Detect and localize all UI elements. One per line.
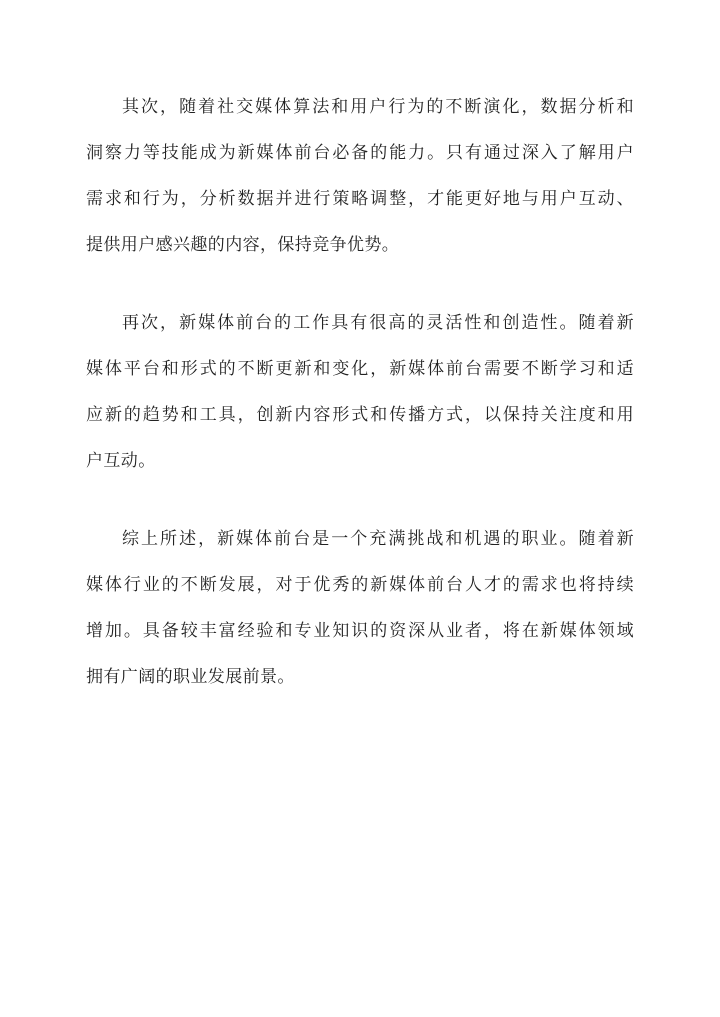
paragraph-line: 提供用户感兴趣的内容，保持竞争优势。 [86,235,400,255]
paragraph-line: 再次，新媒体前台的工作具有很高的灵活性和创造性。随着新 [122,313,634,333]
paragraph-line: 户互动。 [86,451,156,471]
paragraph-line: 洞察力等技能成为新媒体前台必备的能力。只有通过深入了解用户 [86,143,634,163]
paragraph-conclusion [86,516,634,700]
paragraph-flexibility [86,300,634,484]
paragraph-line: 拥有广阔的职业发展前景。 [86,667,295,687]
paragraph-line: 应新的趋势和工具，创新内容形式和传播方式，以保持关注度和用 [86,405,634,425]
paragraph-data-analysis [86,84,634,268]
paragraph-line: 媒体平台和形式的不断更新和变化，新媒体前台需要不断学习和适 [86,359,634,379]
paragraph-line: 增加。具备较丰富经验和专业知识的资深从业者，将在新媒体领域 [86,621,634,641]
paragraph-line: 综上所述，新媒体前台是一个充满挑战和机遇的职业。随着新 [122,529,634,549]
paragraph-line: 媒体行业的不断发展，对于优秀的新媒体前台人才的需求也将持续 [86,575,634,595]
paragraph-line: 其次，随着社交媒体算法和用户行为的不断演化，数据分析和 [122,97,634,117]
document-body [86,84,634,732]
paragraph-line: 需求和行为，分析数据并进行策略调整，才能更好地与用户互动、 [86,189,634,209]
